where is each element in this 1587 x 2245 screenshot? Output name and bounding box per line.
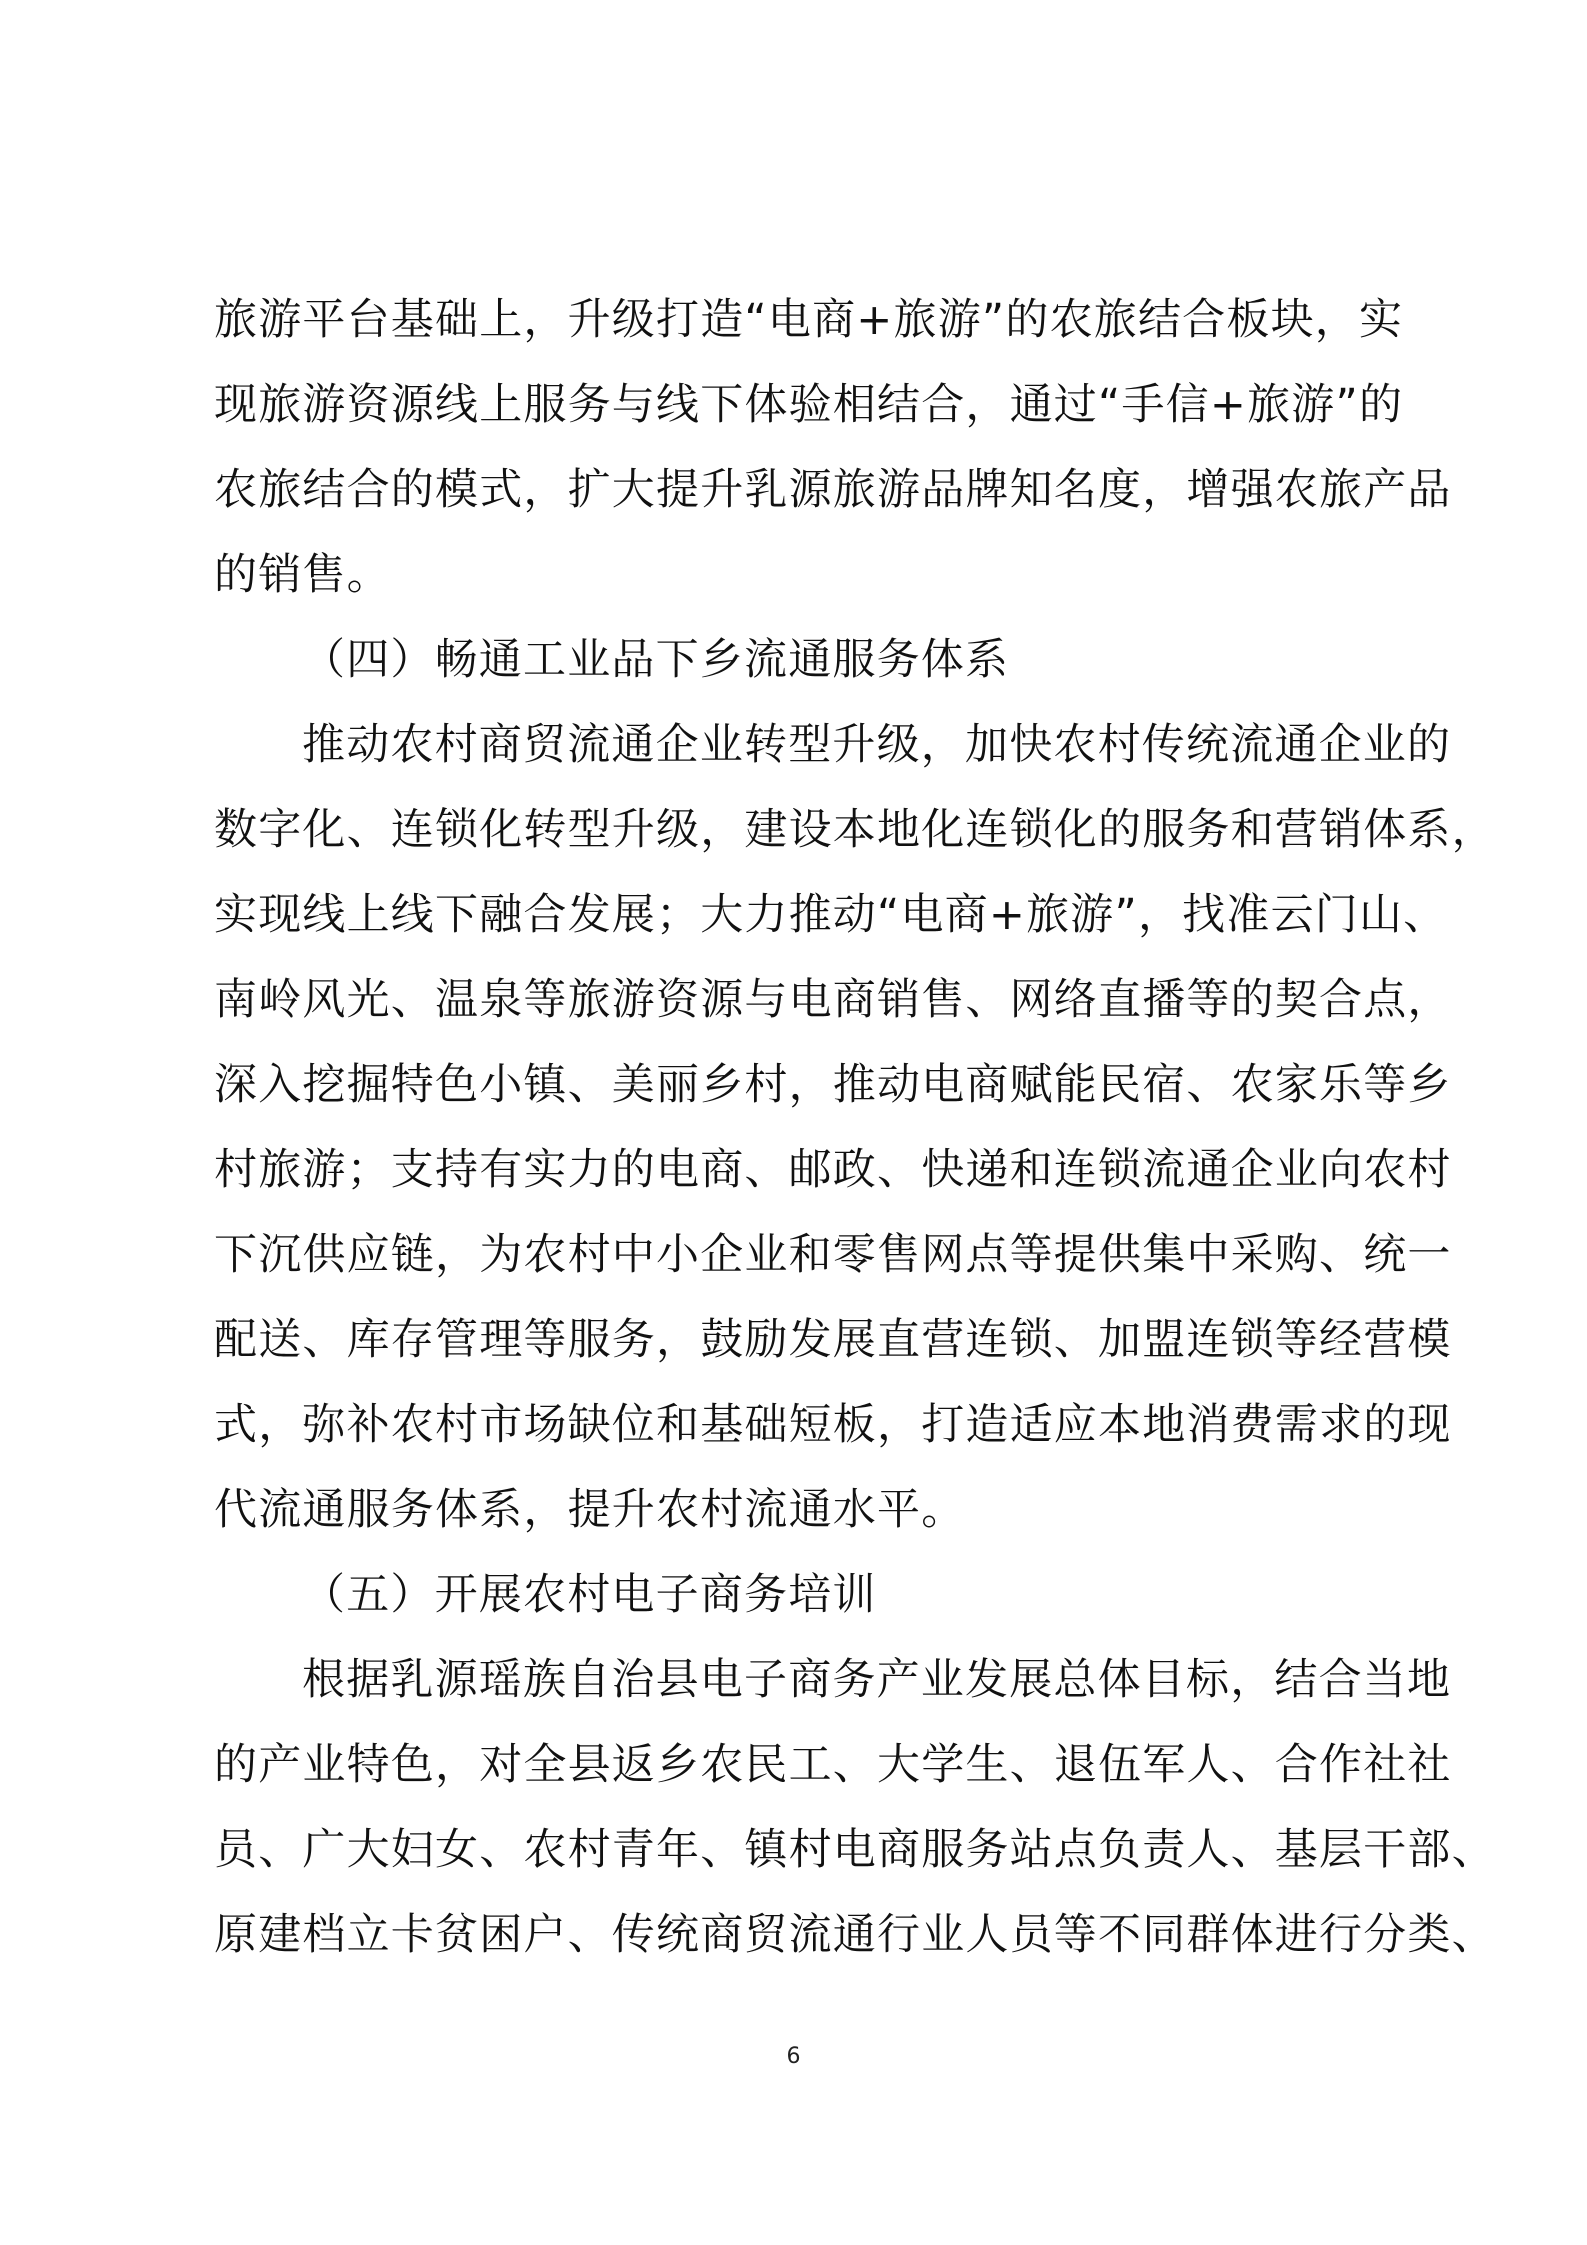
paragraph-line: 的产业特色，对全县返乡农民工、大学生、退伍军人、合作社社	[214, 1740, 1452, 1790]
paragraph-line: 原建档立卡贫困户、传统商贸流通行业人员等不同群体进行分类、	[214, 1910, 1496, 1960]
page-number: 6	[786, 2044, 801, 2069]
paragraph-line: 下沉供应链，为农村中小企业和零售网点等提供集中采购、统一	[214, 1230, 1452, 1280]
paragraph-line: 配送、库存管理等服务，鼓励发展直营连锁、加盟连锁等经营模	[214, 1315, 1452, 1365]
paragraph-line: 实现线上线下融合发展；大力推动“电商+旅游”，找准云门山、	[214, 890, 1448, 940]
paragraph-line: 村旅游；支持有实力的电商、邮政、快递和连锁流通企业向农村	[214, 1145, 1452, 1195]
paragraph-line: 根据乳源瑶族自治县电子商务产业发展总体目标，结合当地	[302, 1655, 1452, 1705]
paragraph-line: 现旅游资源线上服务与线下体验相结合，通过“手信+旅游”的	[214, 380, 1404, 430]
section-heading-5: （五）开展农村电子商务培训	[302, 1570, 877, 1620]
paragraph-line: 式，弥补农村市场缺位和基础短板，打造适应本地消费需求的现	[214, 1400, 1452, 1450]
document-body	[214, 278, 1496, 1978]
paragraph-line: 员、广大妇女、农村青年、镇村电商服务站点负责人、基层干部、	[214, 1825, 1496, 1875]
paragraph-line: 农旅结合的模式，扩大提升乳源旅游品牌知名度，增强农旅产品	[214, 465, 1452, 515]
paragraph-line: 深入挖掘特色小镇、美丽乡村，推动电商赋能民宿、农家乐等乡	[214, 1060, 1452, 1110]
paragraph-line: 数字化、连锁化转型升级，建设本地化连锁化的服务和营销体系，	[214, 805, 1496, 855]
paragraph-line: 旅游平台基础上，升级打造“电商+旅游”的农旅结合板块，实	[214, 295, 1404, 345]
paragraph-line: 代流通服务体系，提升农村流通水平。	[214, 1485, 966, 1535]
paragraph-line: 南岭风光、温泉等旅游资源与电商销售、网络直播等的契合点，	[214, 975, 1452, 1025]
paragraph-line: 的销售。	[214, 550, 391, 600]
paragraph-line: 推动农村商贸流通企业转型升级，加快农村传统流通企业的	[302, 720, 1452, 770]
section-heading-4: （四）畅通工业品下乡流通服务体系	[302, 635, 1010, 685]
